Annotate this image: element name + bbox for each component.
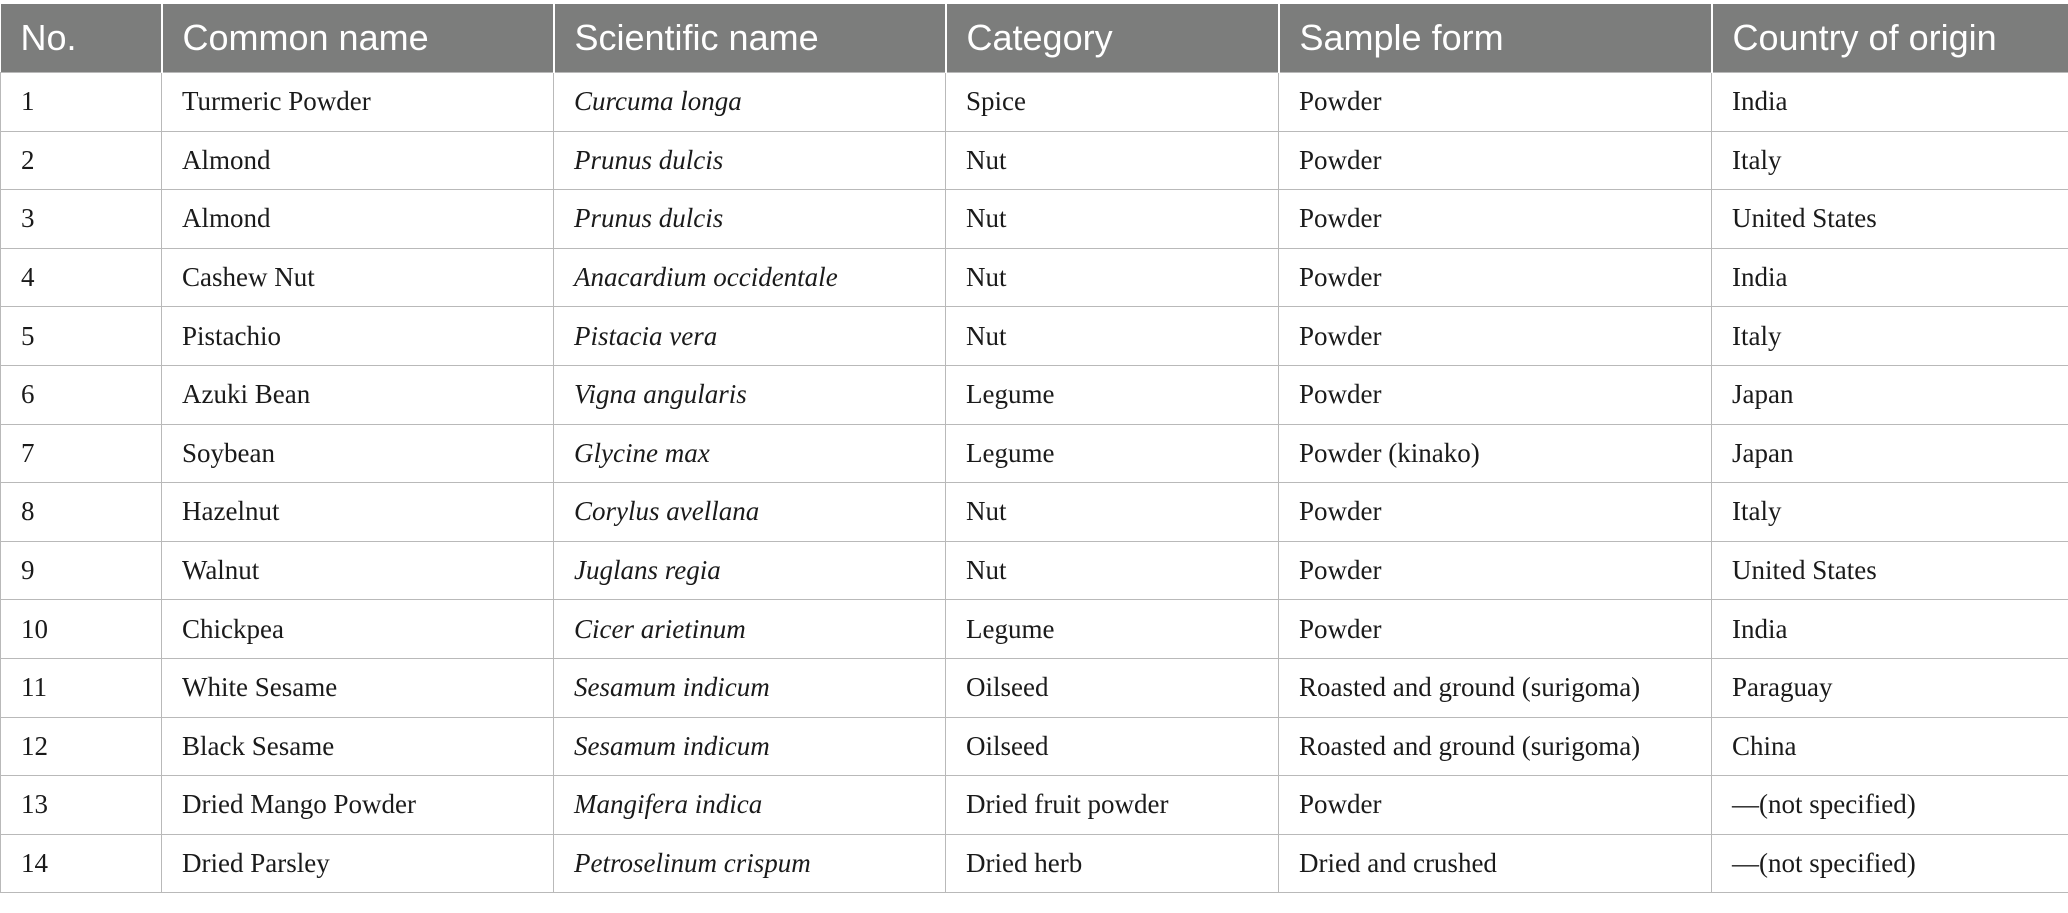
cell-common-name: Azuki Bean [162,365,554,424]
cell-category: Legume [946,600,1279,659]
cell-sample-form: Powder [1279,776,1712,835]
cell-sample-form: Powder [1279,131,1712,190]
table-row [1,248,2068,307]
cell-sample-form: Powder [1279,248,1712,307]
cell-scientific-name: Vigna angularis [554,365,946,424]
cell-scientific-name: Curcuma longa [554,73,946,132]
cell-country-of-origin: Italy [1712,483,2068,542]
cell-country-of-origin: United States [1712,541,2068,600]
table-row [1,424,2068,483]
cell-common-name: Pistachio [162,307,554,366]
cell-country-of-origin: India [1712,73,2068,132]
cell-category: Nut [946,131,1279,190]
cell-common-name: Dried Parsley [162,834,554,893]
cell-no: 1 [1,73,162,132]
header-row [1,4,2068,73]
cell-country-of-origin: Paraguay [1712,658,2068,717]
table-row [1,658,2068,717]
cell-sample-form: Powder [1279,483,1712,542]
cell-common-name: Almond [162,131,554,190]
cell-country-of-origin: —(not specified) [1712,776,2068,835]
cell-no: 7 [1,424,162,483]
cell-country-of-origin: United States [1712,190,2068,249]
cell-country-of-origin: India [1712,248,2068,307]
header-category: Category [946,4,1279,73]
cell-no: 6 [1,365,162,424]
table-row [1,307,2068,366]
cell-category: Nut [946,248,1279,307]
cell-sample-form: Powder [1279,73,1712,132]
header-scientific-name: Scientific name [554,4,946,73]
cell-no: 14 [1,834,162,893]
cell-no: 12 [1,717,162,776]
table-row [1,834,2068,893]
table-row [1,73,2068,132]
cell-sample-form: Roasted and ground (surigoma) [1279,717,1712,776]
table-row [1,365,2068,424]
cell-sample-form: Roasted and ground (surigoma) [1279,658,1712,717]
cell-common-name: Soybean [162,424,554,483]
cell-sample-form: Powder (kinako) [1279,424,1712,483]
cell-sample-form: Powder [1279,365,1712,424]
cell-category: Dried fruit powder [946,776,1279,835]
cell-category: Oilseed [946,717,1279,776]
cell-common-name: Cashew Nut [162,248,554,307]
food-samples-table-container [0,4,2068,893]
table-body [1,73,2068,893]
cell-scientific-name: Anacardium occidentale [554,248,946,307]
cell-common-name: Almond [162,190,554,249]
cell-no: 5 [1,307,162,366]
cell-common-name: Walnut [162,541,554,600]
cell-category: Oilseed [946,658,1279,717]
cell-scientific-name: Corylus avellana [554,483,946,542]
table-row [1,483,2068,542]
cell-sample-form: Dried and crushed [1279,834,1712,893]
header-common-name: Common name [162,4,554,73]
cell-no: 9 [1,541,162,600]
cell-common-name: White Sesame [162,658,554,717]
cell-scientific-name: Petroselinum crispum [554,834,946,893]
cell-country-of-origin: Japan [1712,424,2068,483]
cell-country-of-origin: Italy [1712,307,2068,366]
cell-sample-form: Powder [1279,190,1712,249]
cell-country-of-origin: Italy [1712,131,2068,190]
table-row [1,131,2068,190]
cell-no: 13 [1,776,162,835]
cell-no: 8 [1,483,162,542]
cell-scientific-name: Sesamum indicum [554,658,946,717]
cell-category: Nut [946,541,1279,600]
table-row [1,190,2068,249]
food-samples-table [0,4,2068,893]
cell-scientific-name: Prunus dulcis [554,190,946,249]
cell-no: 11 [1,658,162,717]
cell-common-name: Hazelnut [162,483,554,542]
cell-scientific-name: Pistacia vera [554,307,946,366]
cell-no: 4 [1,248,162,307]
header-country-of-origin: Country of origin [1712,4,2068,73]
cell-scientific-name: Cicer arietinum [554,600,946,659]
cell-scientific-name: Mangifera indica [554,776,946,835]
cell-category: Nut [946,190,1279,249]
header-no: No. [1,4,162,73]
table-header [1,4,2068,73]
cell-scientific-name: Prunus dulcis [554,131,946,190]
table-row [1,776,2068,835]
cell-common-name: Dried Mango Powder [162,776,554,835]
cell-sample-form: Powder [1279,541,1712,600]
cell-sample-form: Powder [1279,600,1712,659]
cell-category: Legume [946,365,1279,424]
table-row [1,717,2068,776]
cell-category: Nut [946,483,1279,542]
cell-country-of-origin: Japan [1712,365,2068,424]
cell-scientific-name: Sesamum indicum [554,717,946,776]
cell-category: Dried herb [946,834,1279,893]
cell-scientific-name: Juglans regia [554,541,946,600]
cell-country-of-origin: China [1712,717,2068,776]
cell-country-of-origin: —(not specified) [1712,834,2068,893]
cell-common-name: Black Sesame [162,717,554,776]
cell-category: Nut [946,307,1279,366]
table-row [1,600,2068,659]
cell-common-name: Turmeric Powder [162,73,554,132]
cell-country-of-origin: India [1712,600,2068,659]
cell-no: 3 [1,190,162,249]
cell-scientific-name: Glycine max [554,424,946,483]
table-row [1,541,2068,600]
cell-category: Spice [946,73,1279,132]
cell-sample-form: Powder [1279,307,1712,366]
cell-category: Legume [946,424,1279,483]
header-sample-form: Sample form [1279,4,1712,73]
cell-no: 2 [1,131,162,190]
cell-common-name: Chickpea [162,600,554,659]
cell-no: 10 [1,600,162,659]
